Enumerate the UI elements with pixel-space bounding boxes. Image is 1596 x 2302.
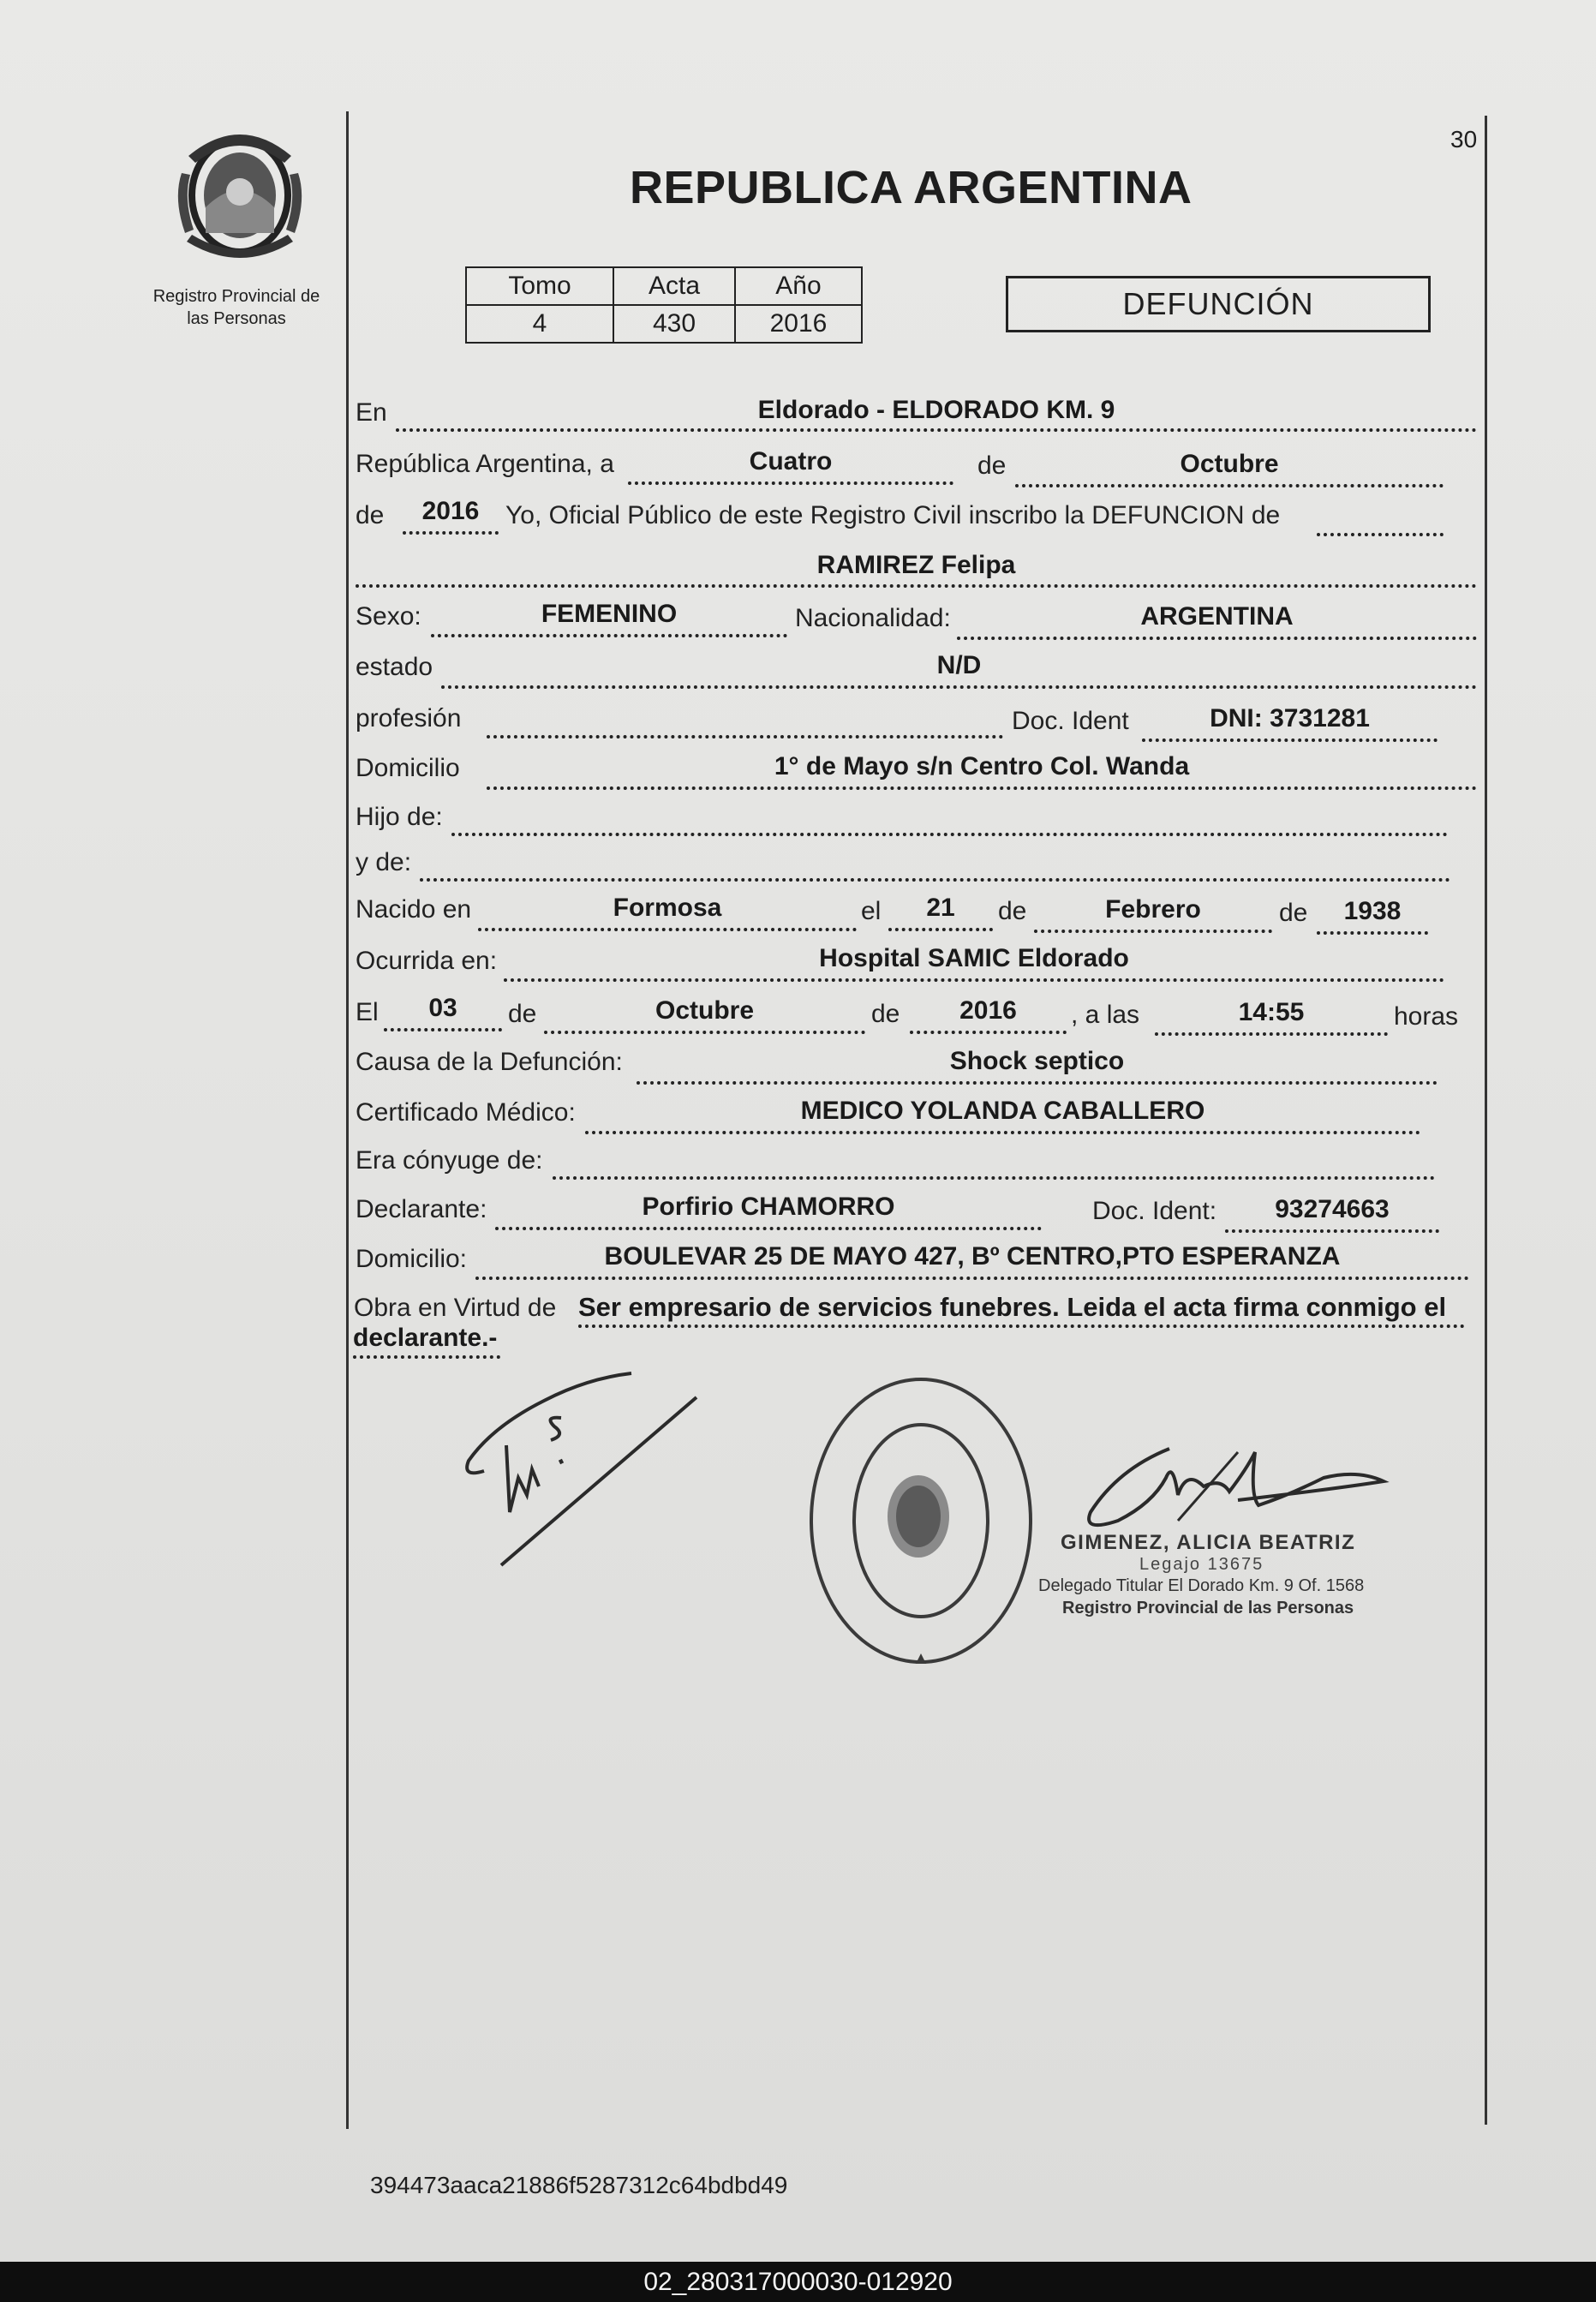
line-y-de	[420, 878, 1450, 882]
label-republica-a: República Argentina, a	[356, 450, 614, 478]
label-y-de: y de:	[356, 848, 412, 876]
value-documento: DNI: 3731281	[1210, 704, 1370, 732]
label-ocurrida-en: Ocurrida en:	[356, 947, 498, 975]
register-header-tomo: Tomo	[466, 267, 613, 305]
line-hijo-de	[451, 833, 1448, 836]
label-certificado: Certificado Médico:	[356, 1098, 576, 1127]
label-profesion: profesión	[356, 704, 462, 732]
label-hijo-de: Hijo de:	[356, 803, 443, 831]
value-declarante-domicilio: BOULEVAR 25 DE MAYO 427, Bº CENTRO,PTO ESPERANZA	[604, 1242, 1341, 1271]
official-legajo: Legajo 13675	[1139, 1555, 1264, 1574]
line-obra-2	[353, 1355, 500, 1359]
official-stamp	[801, 1371, 1041, 1679]
label-horas: horas	[1394, 1002, 1459, 1031]
label-el-def: El	[356, 998, 379, 1026]
label-conyuge: Era cónyuge de:	[356, 1146, 543, 1175]
register-header-anio: Año	[735, 267, 862, 305]
line-declarante-domicilio	[475, 1277, 1469, 1280]
value-nac-dia: 21	[926, 894, 955, 922]
line-estado	[441, 685, 1477, 689]
line-declarante-doc	[1225, 1229, 1439, 1233]
value-declarante: Porfirio CHAMORRO	[642, 1193, 895, 1221]
label-el-nac: el	[861, 897, 882, 925]
line-documento	[1142, 738, 1438, 742]
label-declarante: Declarante:	[356, 1195, 487, 1223]
label-obra: Obra en Virtud de	[354, 1294, 557, 1322]
line-causa	[637, 1081, 1438, 1085]
line-obra-1	[578, 1324, 1465, 1328]
misiones-coat-of-arms-icon	[171, 113, 308, 267]
left-margin-line	[346, 111, 349, 2129]
line-nacido-en	[478, 928, 857, 931]
value-ocurrida-en: Hospital SAMIC Eldorado	[819, 944, 1129, 972]
line-nombre	[356, 584, 1477, 588]
label-doc-ident: Doc. Ident	[1012, 707, 1129, 735]
line-oficial-end	[1317, 533, 1444, 536]
line-declarante	[495, 1227, 1042, 1230]
registry-name-line1: Registro Provincial de	[152, 287, 320, 306]
value-obra-line1: Ser empresario de servicios funebres. Leida el acta firma conmigo el	[578, 1292, 1447, 1322]
value-nacido-en: Formosa	[613, 894, 722, 922]
line-def-hora	[1155, 1032, 1388, 1036]
value-def-hora: 14:55	[1238, 998, 1305, 1026]
value-declarante-doc: 93274663	[1275, 1195, 1390, 1223]
value-anio: 2016	[421, 497, 480, 525]
register-table	[465, 266, 863, 344]
value-def-dia: 03	[428, 994, 457, 1022]
label-de-anio: de	[356, 501, 385, 529]
value-sexo: FEMENINO	[541, 600, 678, 628]
line-conyuge	[553, 1176, 1435, 1180]
value-def-mes: Octubre	[655, 996, 755, 1025]
label-oficial: Yo, Oficial Público de este Registro Civil inscribo la DEFUNCION de	[505, 501, 1281, 529]
document-type-box: DEFUNCIÓN	[1006, 276, 1431, 332]
label-domicilio2: Domicilio:	[356, 1245, 468, 1273]
line-domicilio	[487, 786, 1477, 790]
line-def-mes	[544, 1031, 865, 1034]
label-de-nac-anio: de	[1279, 899, 1308, 927]
value-estado: N/D	[936, 651, 982, 679]
file-id: 02_280317000030-012920	[643, 2268, 953, 2296]
official-entity: Registro Provincial de las Personas	[1062, 1599, 1354, 1617]
line-nac-dia	[888, 928, 993, 931]
value-nac-anio: 1938	[1343, 897, 1402, 925]
value-nombre: RAMIREZ Felipa	[816, 551, 1016, 579]
line-anio	[403, 531, 499, 535]
value-lugar: Eldorado - ELDORADO KM. 9	[757, 396, 1115, 424]
value-obra-line2: declarante.-	[353, 1324, 498, 1352]
line-nac-mes	[1034, 930, 1272, 933]
line-ocurrida-en	[504, 978, 1444, 982]
line-sexo	[431, 634, 787, 637]
line-nac-anio	[1317, 931, 1428, 935]
value-nacionalidad: ARGENTINA	[1140, 602, 1294, 631]
register-value-acta: 430	[613, 305, 735, 343]
label-de-nac-mes: de	[998, 897, 1027, 925]
register-header-acta: Acta	[613, 267, 735, 305]
label-doc-ident2: Doc. Ident:	[1092, 1197, 1217, 1225]
label-sexo: Sexo:	[356, 602, 421, 631]
label-estado: estado	[356, 653, 433, 681]
registry-name-line2: las Personas	[187, 309, 286, 328]
label-de-def-anio: de	[871, 1000, 900, 1028]
label-en: En	[356, 398, 387, 427]
value-mes-texto: Octubre	[1180, 450, 1279, 478]
official-name: GIMENEZ, ALICIA BEATRIZ	[1061, 1531, 1356, 1554]
declarant-signature	[458, 1366, 707, 1572]
value-dia-texto: Cuatro	[749, 447, 833, 475]
value-nac-mes: Febrero	[1105, 895, 1201, 924]
label-nacionalidad: Nacionalidad:	[795, 604, 951, 632]
label-de-def-mes: de	[508, 1000, 537, 1028]
document-hash: 394473aaca21886f5287312c64bdbd49	[370, 2172, 788, 2198]
page-number: 30	[1450, 126, 1478, 152]
line-dia-texto	[628, 481, 953, 485]
line-lugar	[396, 428, 1477, 432]
official-cargo: Delegado Titular El Dorado Km. 9 Of. 1568	[1038, 1576, 1365, 1595]
value-def-anio: 2016	[959, 996, 1017, 1025]
page-title: REPUBLICA ARGENTINA	[630, 162, 1193, 213]
label-causa: Causa de la Defunción:	[356, 1048, 623, 1076]
line-def-dia	[384, 1028, 502, 1031]
label-nacido-en: Nacido en	[356, 895, 472, 924]
value-causa: Shock septico	[949, 1047, 1125, 1075]
label-a-las: , a las	[1071, 1001, 1140, 1029]
right-margin-line	[1485, 116, 1487, 2125]
line-nacionalidad	[957, 637, 1477, 640]
register-value-anio: 2016	[735, 305, 862, 343]
register-value-tomo: 4	[466, 305, 613, 343]
line-mes-texto	[1015, 484, 1444, 487]
label-de-mes: de	[977, 451, 1007, 480]
registry-name	[137, 285, 336, 330]
value-domicilio: 1° de Mayo s/n Centro Col. Wanda	[774, 752, 1190, 780]
line-certificado	[585, 1131, 1420, 1134]
value-certificado: MEDICO YOLANDA CABALLERO	[800, 1097, 1205, 1125]
line-def-anio	[910, 1031, 1067, 1034]
line-profesion	[487, 735, 1003, 738]
label-domicilio: Domicilio	[356, 754, 460, 782]
